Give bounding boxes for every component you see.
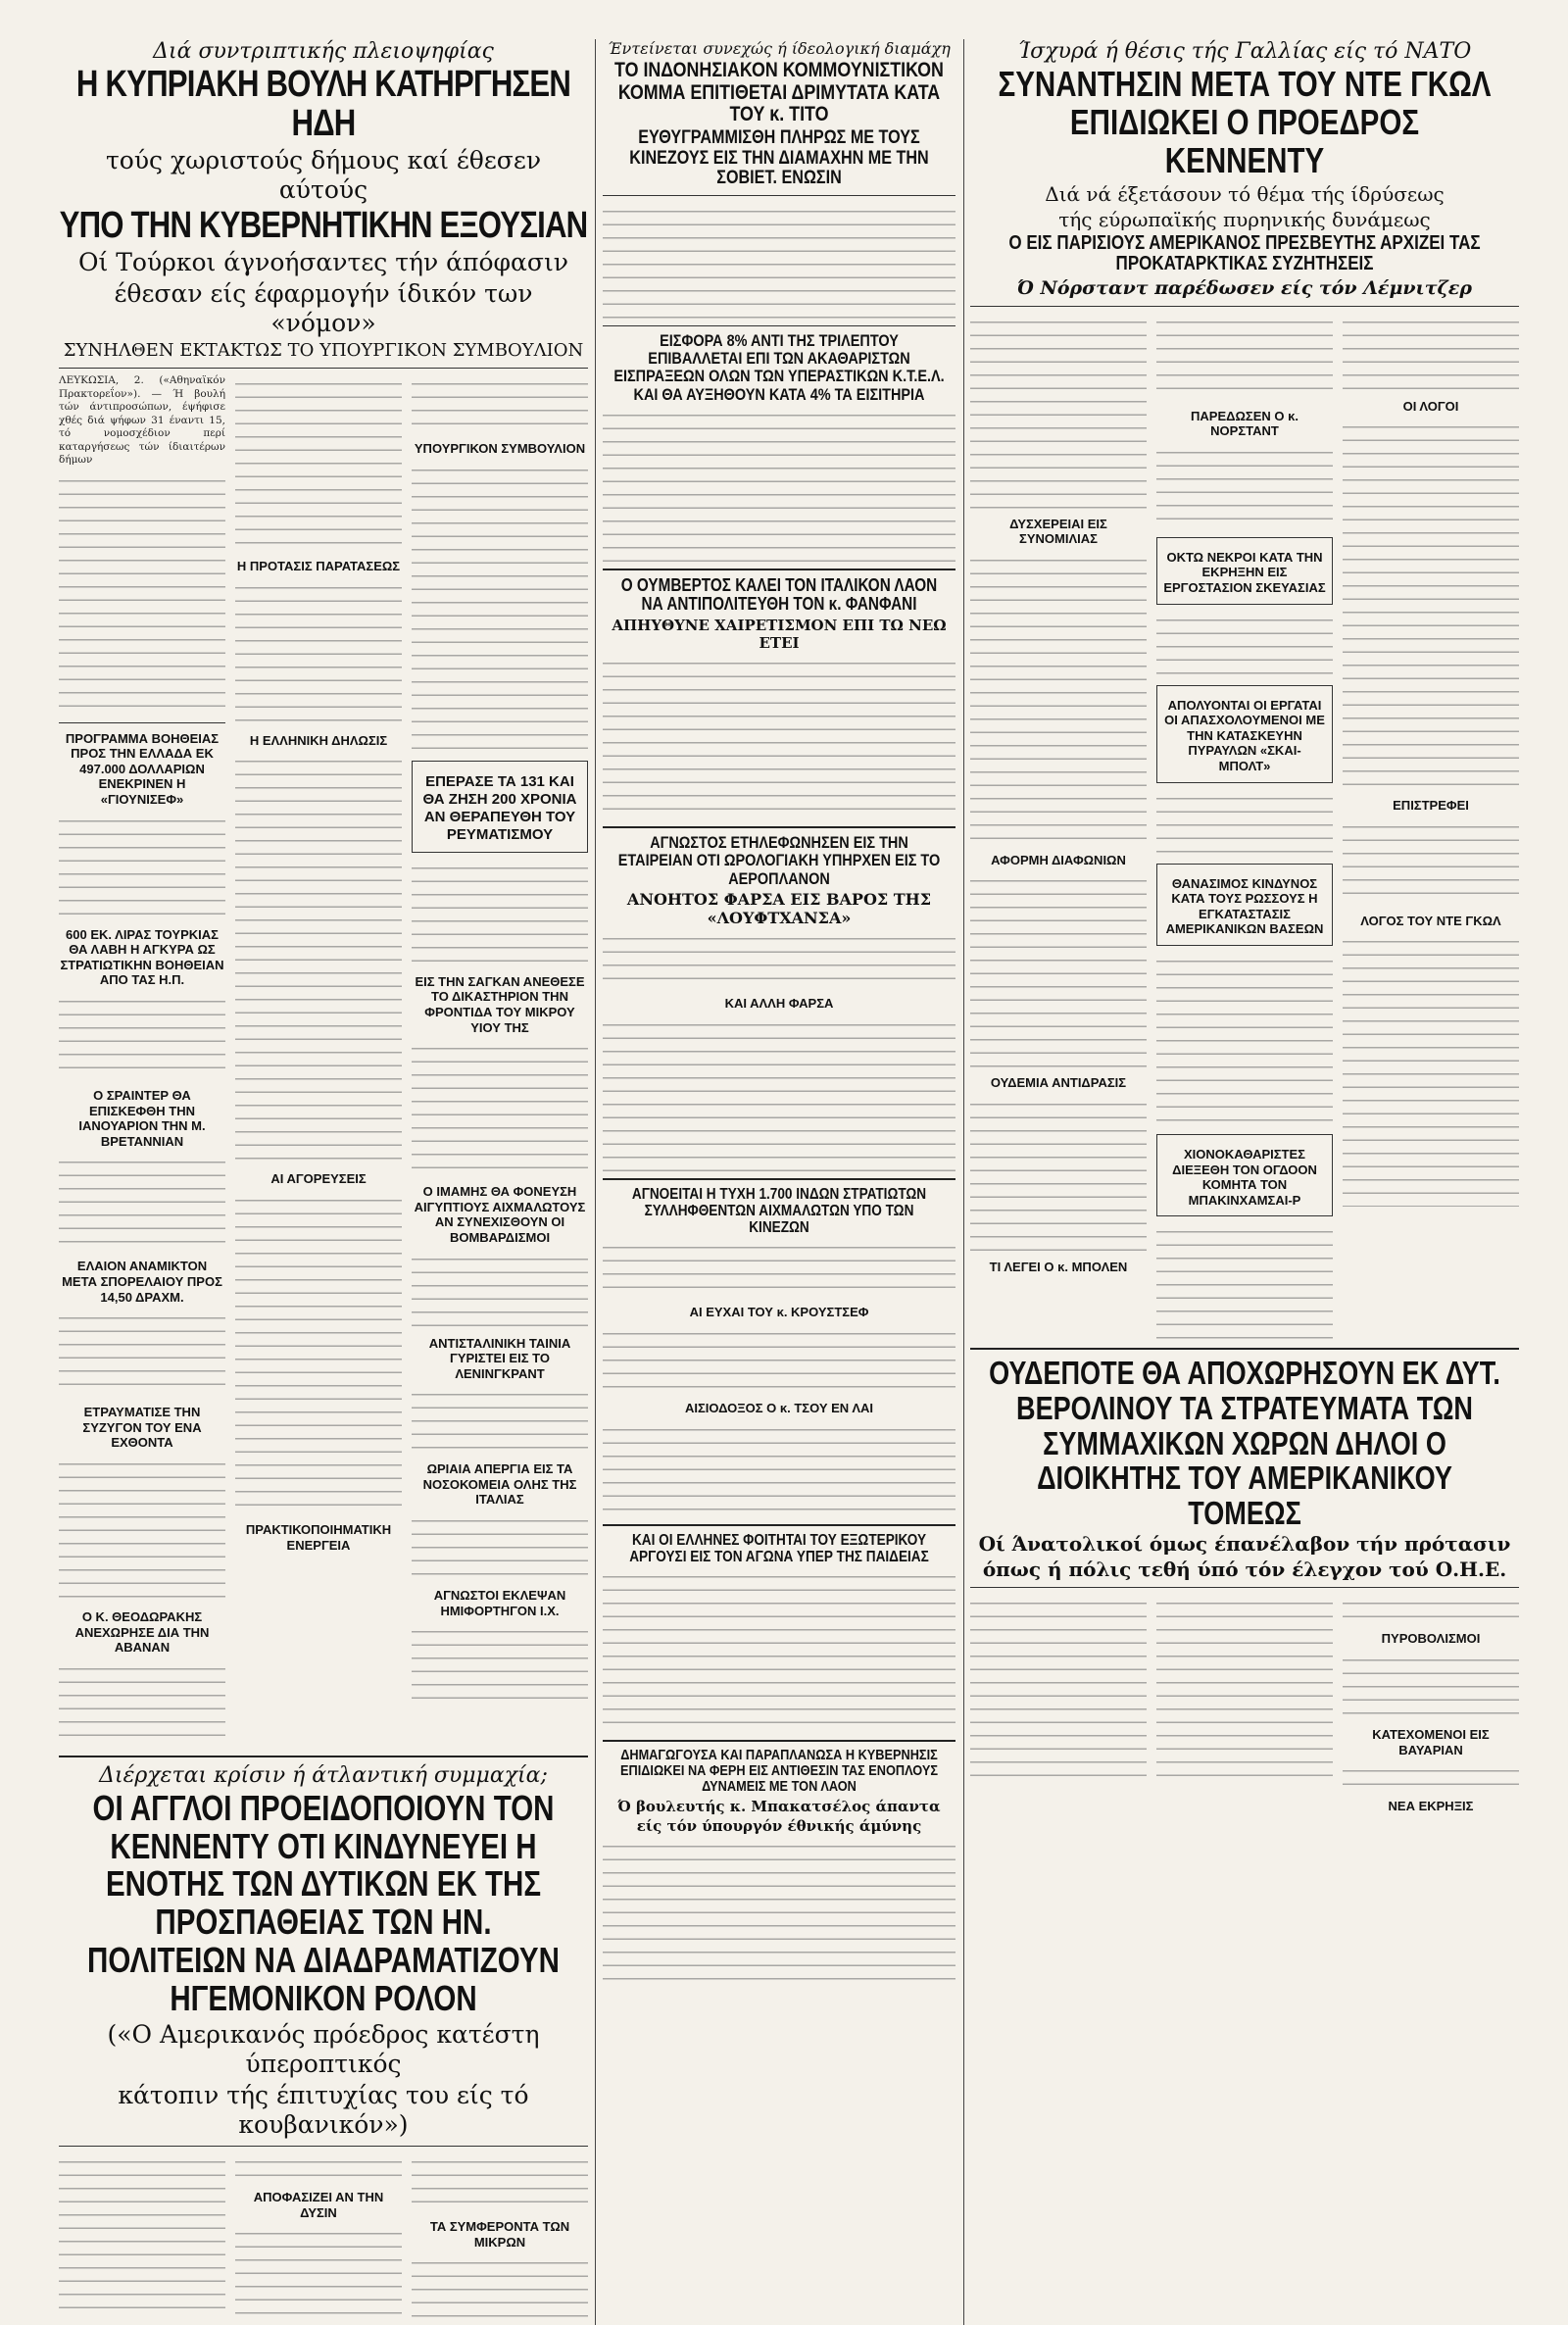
brief-schroeder: Ο ΣΡΑΙΝΤΕΡ ΘΑ ΕΠΙΣΚΕΦΘΗ ΤΗΝ ΙΑΝΟΥΑΡΙΟΝ ΤΗΝ Μ. ΒΡΕΤΑΝΝΙΑΝ [78,1088,206,1149]
subhead-norstad: Ό Νόρσταντ παρέδωσεν είς τόν Λέμνιτζερ [1017,276,1472,299]
center-column [603,0,956,2325]
section-reasons: ΟΙ ΛΟΓΟΙ [1402,398,1459,414]
headline-aligned-with-chinese: ΕΥΘΥΓΡΑΜΜΙΣΘΗ ΠΛΗΡΩΣ ΜΕ ΤΟΥΣ ΚΙΝΕΖΟΥΣ ΕΙΣ ΤΗΝ ΔΙΑΜΑΧΗΝ ΜΕ ΤΗΝ ΣΟΒΙΕΤ. ΕΝΩΣΙΝ [629,127,929,189]
subhead-european: τής εύρωπαϊκής πυρηνικής δυνάμεως [1058,207,1431,231]
section-pretext: ΑΦΟΡΜΗ ΔΙΑΦΩΝΙΩΝ [991,852,1126,867]
kicker-cyprus: Διά συντριπτικής πλειοψηφίας [153,39,494,64]
brief-turkish-lira: 600 ΕΚ. ΛΙΡΑΣ ΤΟΥΡΚΙΑΣ ΘΑ ΛΑΒΗ Η ΑΓΚΥΡΑ ΩΣ ΣΤΡΑΤΙΩΤΙΚΗΝ ΒΟΗΘΕΙΑΝ ΑΠΟ ΤΑΣ Η.Π. [60,926,224,988]
brief-anti-stalin-film: ΑΝΤΙΣΤΑΛΙΝΙΚΗ ΤΑΙΝΙΑ ΓΥΡΙΣΤΕΙ ΕΙΣ ΤΟ ΛΕΝΙΝΓΚΡΑΝΤ [428,1335,571,1381]
left-column [59,0,588,2325]
brief-stolen-truck: ΑΓΝΩΣΤΟΙ ΕΚΛΕΨΑΝ ΗΜΙΦΟΡΤΗΓΟΝ Ι.Χ. [433,1588,566,1618]
brief-injured-wife: ΕΤΡΑΥΜΑΤΙΣΕ ΤΗΝ ΣΥΖΥΓΟΝ ΤΟΥ ΕΝΑ ΕΧΘΟΝΤΑ [82,1405,202,1451]
section-small-interests: ΤΑ ΣΥΜΦΕΡΟΝΤΑ ΤΩΝ ΜΙΚΡΩΝ [429,2218,570,2250]
section-bolen: ΤΙ ΛΕΓΕΙ Ο κ. ΜΠΟΛΕΝ [989,1259,1128,1274]
section-decides-west: ΑΠΟΦΑΣΙΖΕΙ ΑΝ ΤΗΝ ΔΥΣΙΝ [253,2189,384,2220]
subhead-easterners: Οί Άνατολικοί όμως έπανέλαβον τήν πρότασιν [978,1532,1511,1557]
dateline: ΛΕΥΚΩΣΙΑ, 2. («Αθηναϊκόν Πρακτορεΐον»). — Ή βουλή τών άντιπροσώπων, έψήφισε χθές διά ψήφων 31 έναντι 15, τό νομοσχέδιον περί καταργήσεως τών ίδιαιτέρων δήμων [59,374,225,467]
brief-skybolt: ΑΠΟΛΥΟΝΤΑΙ ΟΙ ΕΡΓΑΤΑΙ ΟΙ ΑΠΑΣΧΟΛΟΥΜΕΝΟΙ ΜΕ ΤΗΝ ΚΑΤΑΣΚΕΥΗΝ ΠΥΡΑΥΛΩΝ «ΣΚΑΙ-ΜΠΟΛΤ» [1164,697,1325,773]
headline-indonesian-communists: ΤΟ ΙΝΔΟΝΗΣΙΑΚΟΝ ΚΟΜΜΟΥΝΙΣΤΙΚΟΝ ΚΟΜΜΑ ΕΠΙΤΙΘΕΤΑΙ ΔΡΙΜΥΤΑΤΑ ΚΑΤΑ ΤΟΥ κ. ΤΙΤΟ [614,59,944,126]
headline-british-warn-kennedy: ΟΙ ΑΓΓΛΟΙ ΠΡΟΕΙΔΟΠΟΙΟΥΝ ΤΟΝ ΚΕΝΝΕΝΤΥ ΟΤΙ ΚΙΝΔΥΝΕΥΕΙ Η ΕΝΟΤΗΣ ΤΩΝ ΔΥΤΙΚΩΝ ΕΚ ΤΗΣ ΠΡΟΣΠΑΘΕΙΑΣ ΤΩΝ ΗΝ. ΠΟΛΙΤΕΙΩΝ ΝΑ ΔΙΑΔΡΑΜΑΤΙΖΟΥΝ ΗΓΕΜΟΝΙΚΟΝ ΡΟΛΟΝ [87,1787,560,2019]
kicker-atlantic: Διέρχεται κρίσιν ή άτλαντική συμμαχία; [99,1762,548,1788]
section-greek-statement: Η ΕΛΛΗΝΙΚΗ ΔΗΛΩΣΙΣ [249,732,388,748]
subhead-defense-minister: είς τόν ύπουργόν έθνικής άμύνης [636,1816,922,1835]
headline-anonymous-call: ΑΓΝΩΣΤΟΣ ΕΤΗΛΕΦΩΝΗΣΕΝ ΕΙΣ ΤΗΝ ΕΤΑΙΡΕΙΑΝ ΟΤΙ ΩΡΟΛΟΓΙΑΚΗ ΥΠΗΡΧΕΝ ΕΙΣ ΤΟ ΑΕΡΟΠΛΑΝΟΝ [617,832,941,888]
headline-government-authority: ΥΠΟ ΤΗΝ ΚΥΒΕΡΝΗΤΙΚΗΝ ΕΞΟΥΣΙΑΝ [59,204,588,246]
brief-131-years: ΕΠΕΡΑΣΕ ΤΑ 131 ΚΑΙ ΘΑ ΖΗΣΗ 200 ΧΡΟΝΙΑ ΑΝ ΘΕΡΑΠΕΥΘΗ ΤΟΥ ΡΕΥΜΑΤΙΣΜΟΥ [422,772,577,843]
section-difficulties: ΔΥΣΧΕΡΕΙΑΙ ΕΙΣ ΣΥΝΟΜΙΛΙΑΣ [1009,516,1107,547]
headline-ktel-levy: ΕΙΣΦΟΡΑ 8% ΑΝΤΙ ΤΗΣ ΤΡΙΛΕΠΤΟΥ ΕΠΙΒΑΛΛΕΤΑΙ ΕΠΙ ΤΩΝ ΑΚΑΘΑΡΙΣΤΩΝ ΕΙΣΠΡΑΞΕΩΝ ΟΛΩΝ ΤΩΝ ΥΠΕΡΑΣΤΙΚΩΝ Κ.Τ.Ε.Λ. ΚΑΙ ΘΑ ΑΥΞΗΘΟΥΝ ΚΑΤΑ 4% ΤΑ ΕΙΣΙΤΗΡΙΑ [613,330,945,404]
headline-ambassador: Ο ΕΙΣ ΠΑΡΙΣΙΟΥΣ ΑΜΕΡΙΚΑΝΟΣ ΠΡΕΣΒΕΥΤΗΣ ΑΡΧΙΖΕΙ ΤΑΣ ΠΡΟΚΑΤΑΡΚΤΙΚΑΣ ΣΥΖΗΤΗΣΕΙΣ [1008,231,1481,275]
section-speeches: ΑΙ ΑΓΟΡΕΥΣΕΙΣ [270,1171,367,1187]
right-column [970,0,1519,2325]
column-rule [963,39,964,2325]
section-another-hoax: ΚΑΙ ΑΛΛΗ ΦΑΡΣΑ [724,995,834,1011]
brief-olive-oil: ΕΛΑΙΟΝ ΑΝΑΜΙΚΤΟΝ ΜΕΤΑ ΣΠΟΡΕΛΑΙΟΥ ΠΡΟΣ 14,50 ΔΡΑΧΜ. [62,1259,222,1305]
subhead-un-control: όπως ή πόλις τεθή ύπό τόν έλεγχον τού Ο.Η.Ε. [982,1558,1507,1582]
headline-demagogic-government: ΔΗΜΑΓΩΓΟΥΣΑ ΚΑΙ ΠΑΡΑΠΛΑΝΩΣΑ Η ΚΥΒΕΡΝΗΣΙΣ ΕΠΙΔΙΩΚΕΙ ΝΑ ΦΕΡΗ ΕΙΣ ΑΝΤΙΘΕΣΙΝ ΤΑΣ ΕΝΟΠΛΟΥΣ ΔΥΝΑΜΕΙΣ ΜΕ ΤΟΝ ΛΑΟΝ [619,1747,939,1796]
subhead-cuba: κάτοπιν τής έπιτυχίας του είς τό κουβανικόν») [118,2080,529,2139]
subhead-bakatselos: Ό βουλευτής κ. Μπακατσέλος άπαντα [617,1797,941,1815]
column-rule [595,39,596,2325]
brief-imam: Ο ΙΜΑΜΗΣ ΘΑ ΦΟΝΕΥΣΗ ΑΙΓΥΠΤΙΟΥΣ ΑΙΧΜΑΛΩΤΟΥΣ ΑΝ ΣΥΝΕΧΙΣΘΟΥΝ ΟΙ ΒΟΜΒΑΡΔΙΣΜΟΙ [414,1184,586,1245]
section-chou-en-lai: ΑΙΣΙΟΔΟΞΟΣ Ο κ. ΤΣΟΥ ΕΝ ΛΑΙ [684,1400,873,1415]
subhead-turks: Οί Τούρκοι άγνοήσαντες τήν άπόφασιν [78,247,568,276]
section-de-gaulle-speech: ΛΟΓΟΣ ΤΟΥ ΝΤΕ ΓΚΩΛ [1360,913,1501,928]
headline-indian-soldiers: ΑΓΝΟΕΙΤΑΙ Η ΤΥΧΗ 1.700 ΙΝΔΩΝ ΣΤΡΑΤΙΩΤΩΝ ΣΥΛΛΗΦΘΕΝΤΩΝ ΑΙΧΜΑΛΩΤΩΝ ΥΠΟ ΤΩΝ ΚΙΝΕΖΩΝ [631,1185,927,1237]
section-extension-proposal: Η ΠΡΟΤΑΣΙΣ ΠΑΡΑΤΑΣΕΩΣ [236,559,401,574]
section-khrushchev-wishes: ΑΙ ΕΥΧΑΙ ΤΟΥ κ. ΚΡΟΥΣΤΣΕΦ [689,1305,869,1320]
headline-umberto: Ο ΟΥΜΒΕΡΤΟΣ ΚΑΛΕΙ ΤΟΝ ΙΤΑΛΙΚΟΝ ΛΑΟΝ ΝΑ ΑΝΤΙΠΟΛΙΤΕΥΘΗ ΤΟΝ κ. ΦΑΝΦΑΝΙ [620,575,938,615]
brief-eight-dead: ΟΚΤΩ ΝΕΚΡΟΙ ΚΑΤΑ ΤΗΝ ΕΚΡΗΞΗΝ ΕΙΣ ΕΡΓΟΣΤΑΣΙΟΝ ΣΚΕΥΑΣΙΑΣ [1163,549,1326,595]
brief-sagan-custody: ΕΙΣ ΤΗΝ ΣΑΓΚΑΝ ΑΝΕΘΕΣΕ ΤΟ ΔΙΚΑΣΤΗΡΙΟΝ ΤΗΝ ΦΡΟΝΤΙΔΑ ΤΟΥ ΜΙΚΡΟΥ ΥΙΟΥ ΤΗΣ [415,973,585,1035]
section-gunfire: ΠΥΡΟΒΟΛΙΣΜΟΙ [1381,1631,1481,1647]
brief-mortal-danger: ΘΑΝΑΣΙΜΟΣ ΚΙΝΔΥΝΟΣ ΚΑΤΑ ΤΟΥΣ ΡΩΣΣΟΥΣ Η ΕΓΚΑΤΑΣΤΑΣΙΣ ΑΜΕΡΙΚΑΝΙΚΩΝ ΒΑΣΕΩΝ [1165,875,1324,937]
section-no-reaction: ΟΥΔΕΜΙΑ ΑΝΤΙΔΡΑΣΙΣ [990,1075,1127,1091]
subhead-arrogant: («Ο Αμερικανός πρόεδρος κατέστη ύπεροπτικός [107,2019,540,2078]
kicker-ideological: Έντείνεται συνεχώς ή ίδεολογική διαμάχη [608,39,951,58]
headline-west-berlin-troops: ΟΥΔΕΠΟΤΕ ΘΑ ΑΠΟΧΩΡΗΣΟΥΝ ΕΚ ΔΥΤ. ΒΕΡΟΛΙΝΟΥ ΤΑ ΣΤΡΑΤΕΥΜΑΤΑ ΤΩΝ ΣΥΜΜΑΧΙΚΩΝ ΧΩΡΩΝ ΔΗΛΟΙ Ο ΔΙΟΙΚΗΤΗΣ ΤΟΥ ΑΜΕΡΙΚΑΝΙΚΟΥ ΤΟΜΕΩΣ [989,1355,1500,1531]
section-new-explosion: ΝΕΑ ΕΚΡΗΞΙΣ [1388,1799,1474,1814]
section-returns: ΕΠΙΣΤΡΕΦΕΙ [1393,798,1469,814]
brief-unicef: ΠΡΟΓΡΑΜΜΑ ΒΟΗΘΕΙΑΣ ΠΡΟΣ ΤΗΝ ΕΛΛΑΔΑ ΕΚ 497.000 ΔΟΛΛΑΡΙΩΝ ΕΝΕΚΡΙΝΕΝ Η «ΓΙΟΥΝΙΣΕΦ» [65,730,220,808]
brief-comet: ΧΙΟΝΟΚΑΘΑΡΙΣΤΕΣ ΔΙΕΞΕΘΗ ΤΟΝ ΟΓΔΟΟΝ ΚΟΜΗΤΑ ΤΟΝ ΜΠΑΚΙΝΧΑΜΣΑΙ-Ρ [1172,1146,1317,1208]
brief-theodorakis: Ο Κ. ΘΕΟΔΩΡΑΚΗΣ ΑΝΕΧΩΡΗΣΕ ΔΙΑ ΤΗΝ ΑΒΑΝΑΝ [74,1608,210,1656]
section-bavaria: ΚΑΤΕΧΟΜΕΝΟΙ ΕΙΣ ΒΑΥΑΡΙΑΝ [1372,1727,1490,1757]
section-norstad-handover: ΠΑΡΕΔΩΣΕΝ Ο κ. ΝΟΡΣΤΑΝΤ [1191,408,1298,439]
subhead-ministerial-council: ΣΥΝΗΛΘΕΝ ΕΚΤΑΚΤΩΣ ΤΟ ΥΠΟΥΡΓΙΚΟΝ ΣΥΜΒΟΥΛΙΟΝ [63,339,584,361]
headline-cyprus-parliament: Η ΚΥΠΡΙΑΚΗ ΒΟΥΛΗ ΚΑΤΗΡΓΗΣΕΝ ΗΔΗ [75,64,571,144]
cyprus-story-body [59,374,225,1748]
headline-greek-students: ΚΑΙ ΟΙ ΕΛΛΗΝΕΣ ΦΟΙΤΗΤΑΙ ΤΟΥ ΕΞΩΤΕΡΙΚΟΥ ΑΡΓΟΥΣΙ ΕΙΣ ΤΟΝ ΑΓΩΝΑ ΥΠΕΡ ΤΗΣ ΠΑΙΔΕΙΑΣ [629,1531,929,1565]
subhead-lufthansa-hoax: ΑΝΟΗΤΟΣ ΦΑΡΣΑ ΕΙΣ ΒΑΡΟΣ ΤΗΣ «ΛΟΥΦΤΧΑΝΣΑ» [626,889,932,927]
subhead-own-law: έθεσαν είς έφαρμογήν ίδικόν των «νόμον» [114,278,533,337]
section-practical-action: ΠΡΑΚΤΙΚΟΠΟΙΗΜΑΤΙΚΗ ΕΝΕΡΓΕΙΑ [245,1521,392,1553]
brief-hospital-strike: ΩΡΙΑΙΑ ΑΠΕΡΓΙΑ ΕΙΣ ΤΑ ΝΟΣΟΚΟΜΕΙΑ ΟΛΗΣ ΤΗΣ ΙΤΑΛΙΑΣ [422,1461,577,1508]
subhead-municipalities: τούς χωριστούς δήμους καί έθεσεν αύτούς [105,145,542,204]
subhead-nuclear-force: Διά νά έξετάσουν τό θέμα τής ίδρύσεως [1045,181,1445,206]
headline-de-gaulle-meeting: ΣΥΝΑΝΤΗΣΙΝ ΜΕΤΑ ΤΟΥ ΝΤΕ ΓΚΩΛ ΕΠΙΔΙΩΚΕΙ Ο ΠΡΟΕΔΡΟΣ ΚΕΝΝΕΝΤΥ [998,64,1492,180]
kicker-france-nato: Ίσχυρά ή θέσις τής Γαλλίας είς τό ΝΑΤΟ [1017,39,1472,64]
section-ministerial-council: ΥΠΟΥΡΓΙΚΟΝ ΣΥΜΒΟΥΛΙΟΝ [414,441,586,457]
subhead-new-year: ΑΠΗΥΘΥΝΕ ΧΑΙΡΕΤΙΣΜΟΝ ΕΠΙ ΤΩ ΝΕΩ ΕΤΕΙ [612,616,947,652]
